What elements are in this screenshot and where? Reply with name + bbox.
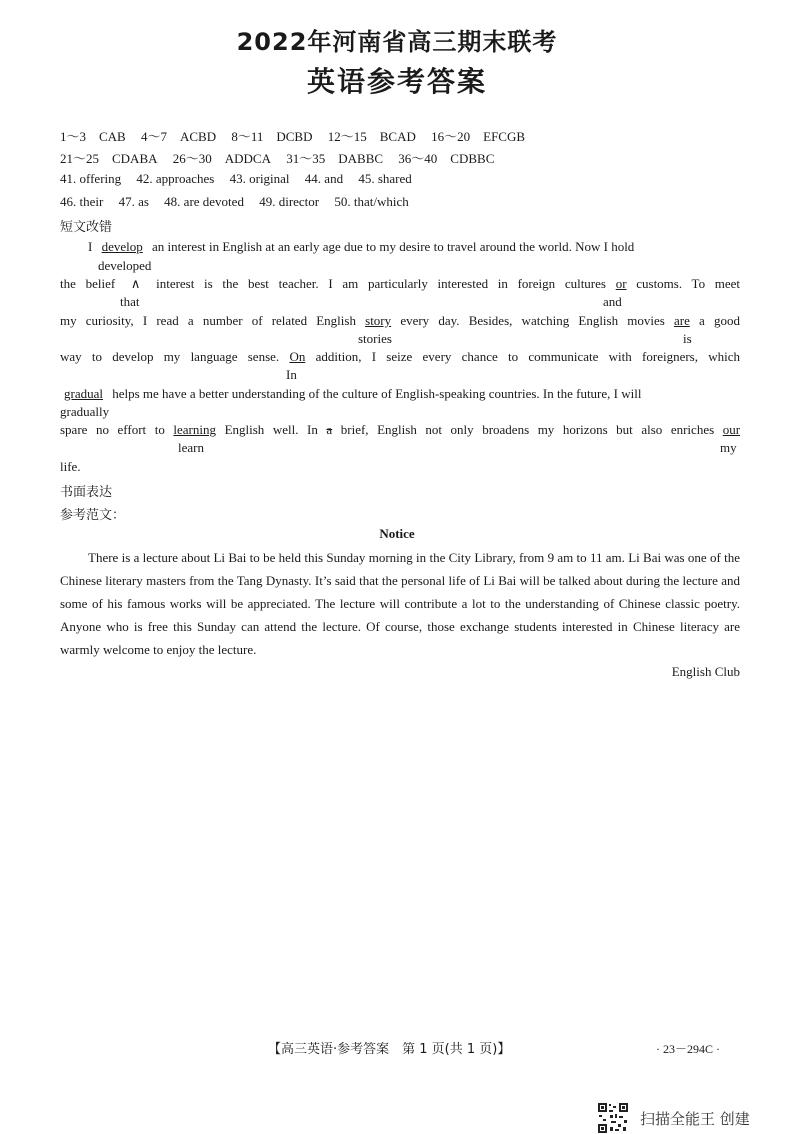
correction-word: is bbox=[683, 331, 692, 346]
page-footer: 【高三英语·参考答案 第 1 页(共 1 页)】 bbox=[268, 1042, 511, 1057]
correction-line-3: my curiosity, I read a number of related English story every day. Besides, watching English movies are a good bbox=[60, 313, 740, 328]
answer-group: 16～20 EFCGB bbox=[431, 129, 526, 144]
answers-row-1 bbox=[60, 126, 537, 145]
error-word: are bbox=[674, 313, 690, 328]
answer-group: 12～15 BCAD bbox=[327, 129, 416, 144]
answer-group: 31～35 DABBC bbox=[286, 151, 384, 166]
correction-word: learn bbox=[178, 440, 204, 455]
answers-row-3 bbox=[60, 171, 424, 187]
writing-heading: 书面表达 bbox=[60, 485, 113, 500]
insertion-caret: ∧ bbox=[130, 276, 141, 291]
answer-group: 36～40 CDBBC bbox=[398, 151, 495, 166]
notice-title: Notice bbox=[379, 526, 415, 541]
answer-item: 43. original bbox=[229, 171, 290, 186]
error-word: or bbox=[615, 276, 627, 291]
error-word: our bbox=[722, 422, 741, 437]
paper-code: · 23－294C · bbox=[656, 1042, 720, 1056]
answer-item: 46. their bbox=[60, 194, 104, 209]
answer-group: 4～7 ACBD bbox=[140, 129, 217, 144]
error-correction-heading: 短文改错 bbox=[60, 220, 113, 235]
correction-line-4: way to develop my language sense. On addition, I seize every chance to communicate with foreigners, which bbox=[60, 349, 741, 364]
notice-body: There is a lecture about Li Bai to be held this Sunday morning in the City Library, from 9 am to 11 am. Li Bai was one of the Chinese literary masters from the Tang Dynasty. It’s said that the personal life of Li Bai will be talked about during the lecture and some of his famous works will be appreciated. The lecture will contribute a lot to the understanding of Chinese classic poetry. Anyone who is free this Sunday can attend the lecture. Of course, those exchange students interested in Chinese literacy are warmly welcome to enjoy the lecture. bbox=[60, 550, 740, 657]
answer-item: 42. approaches bbox=[136, 171, 215, 186]
correction-word: gradually bbox=[60, 404, 110, 419]
answer-group: 26～30 ADDCA bbox=[172, 151, 271, 166]
correction-word: In bbox=[286, 367, 297, 382]
correction-word: stories bbox=[358, 331, 392, 346]
error-word: story bbox=[365, 313, 392, 328]
correction-word: and bbox=[603, 294, 622, 309]
answer-item: 45. shared bbox=[358, 171, 412, 186]
answer-item: 47. as bbox=[118, 194, 149, 209]
exam-title: 2022年河南省高三期末联考 bbox=[236, 28, 558, 56]
answers-row-2 bbox=[60, 148, 506, 167]
answer-group: 1～3 CAB bbox=[60, 129, 126, 144]
correction-word: my bbox=[720, 440, 737, 455]
answer-item: 44. and bbox=[304, 171, 344, 186]
correction-line-6: spare no effort to learning English well. In a brief, English not only broadens my horizons but also enriches our bbox=[60, 422, 741, 437]
answer-group: 8～11 DCBD bbox=[231, 129, 313, 144]
answer-item: 48. are devoted bbox=[164, 194, 244, 209]
error-word: On bbox=[289, 349, 306, 364]
sample-essay-label: 参考范文： bbox=[60, 508, 126, 523]
error-word: develop bbox=[101, 239, 143, 254]
answer-item: 41. offering bbox=[60, 171, 122, 186]
correction-word: that bbox=[120, 294, 140, 309]
answer-key-title: 英语参考答案 bbox=[306, 65, 487, 98]
answer-item: 49. director bbox=[259, 194, 320, 209]
correction-line-7: life. bbox=[60, 459, 81, 474]
error-word: learning bbox=[173, 422, 216, 437]
correction-word: developed bbox=[98, 258, 152, 273]
correction-line-1: I develop an interest in English at an early age due to my desire to travel around the world. Now I hold bbox=[88, 239, 635, 254]
answer-group: 21～25 CDABA bbox=[60, 151, 158, 166]
error-word: gradual bbox=[64, 386, 103, 401]
correction-line-2: the belief ∧ interest is the best teacher. I am particularly interested in foreign cultures or customs. To meet bbox=[60, 276, 741, 291]
answer-item: 50. that/which bbox=[334, 194, 409, 209]
notice-signature: English Club bbox=[671, 664, 740, 679]
deleted-word: a bbox=[326, 422, 333, 437]
answers-row-4 bbox=[60, 194, 421, 210]
scanner-watermark: 扫描全能王 创建 bbox=[640, 1110, 750, 1128]
qr-code-icon bbox=[597, 1102, 629, 1134]
correction-line-5: gradual helps me have a better understanding of the culture of English-speaking countries. In the future, I will bbox=[64, 386, 642, 401]
